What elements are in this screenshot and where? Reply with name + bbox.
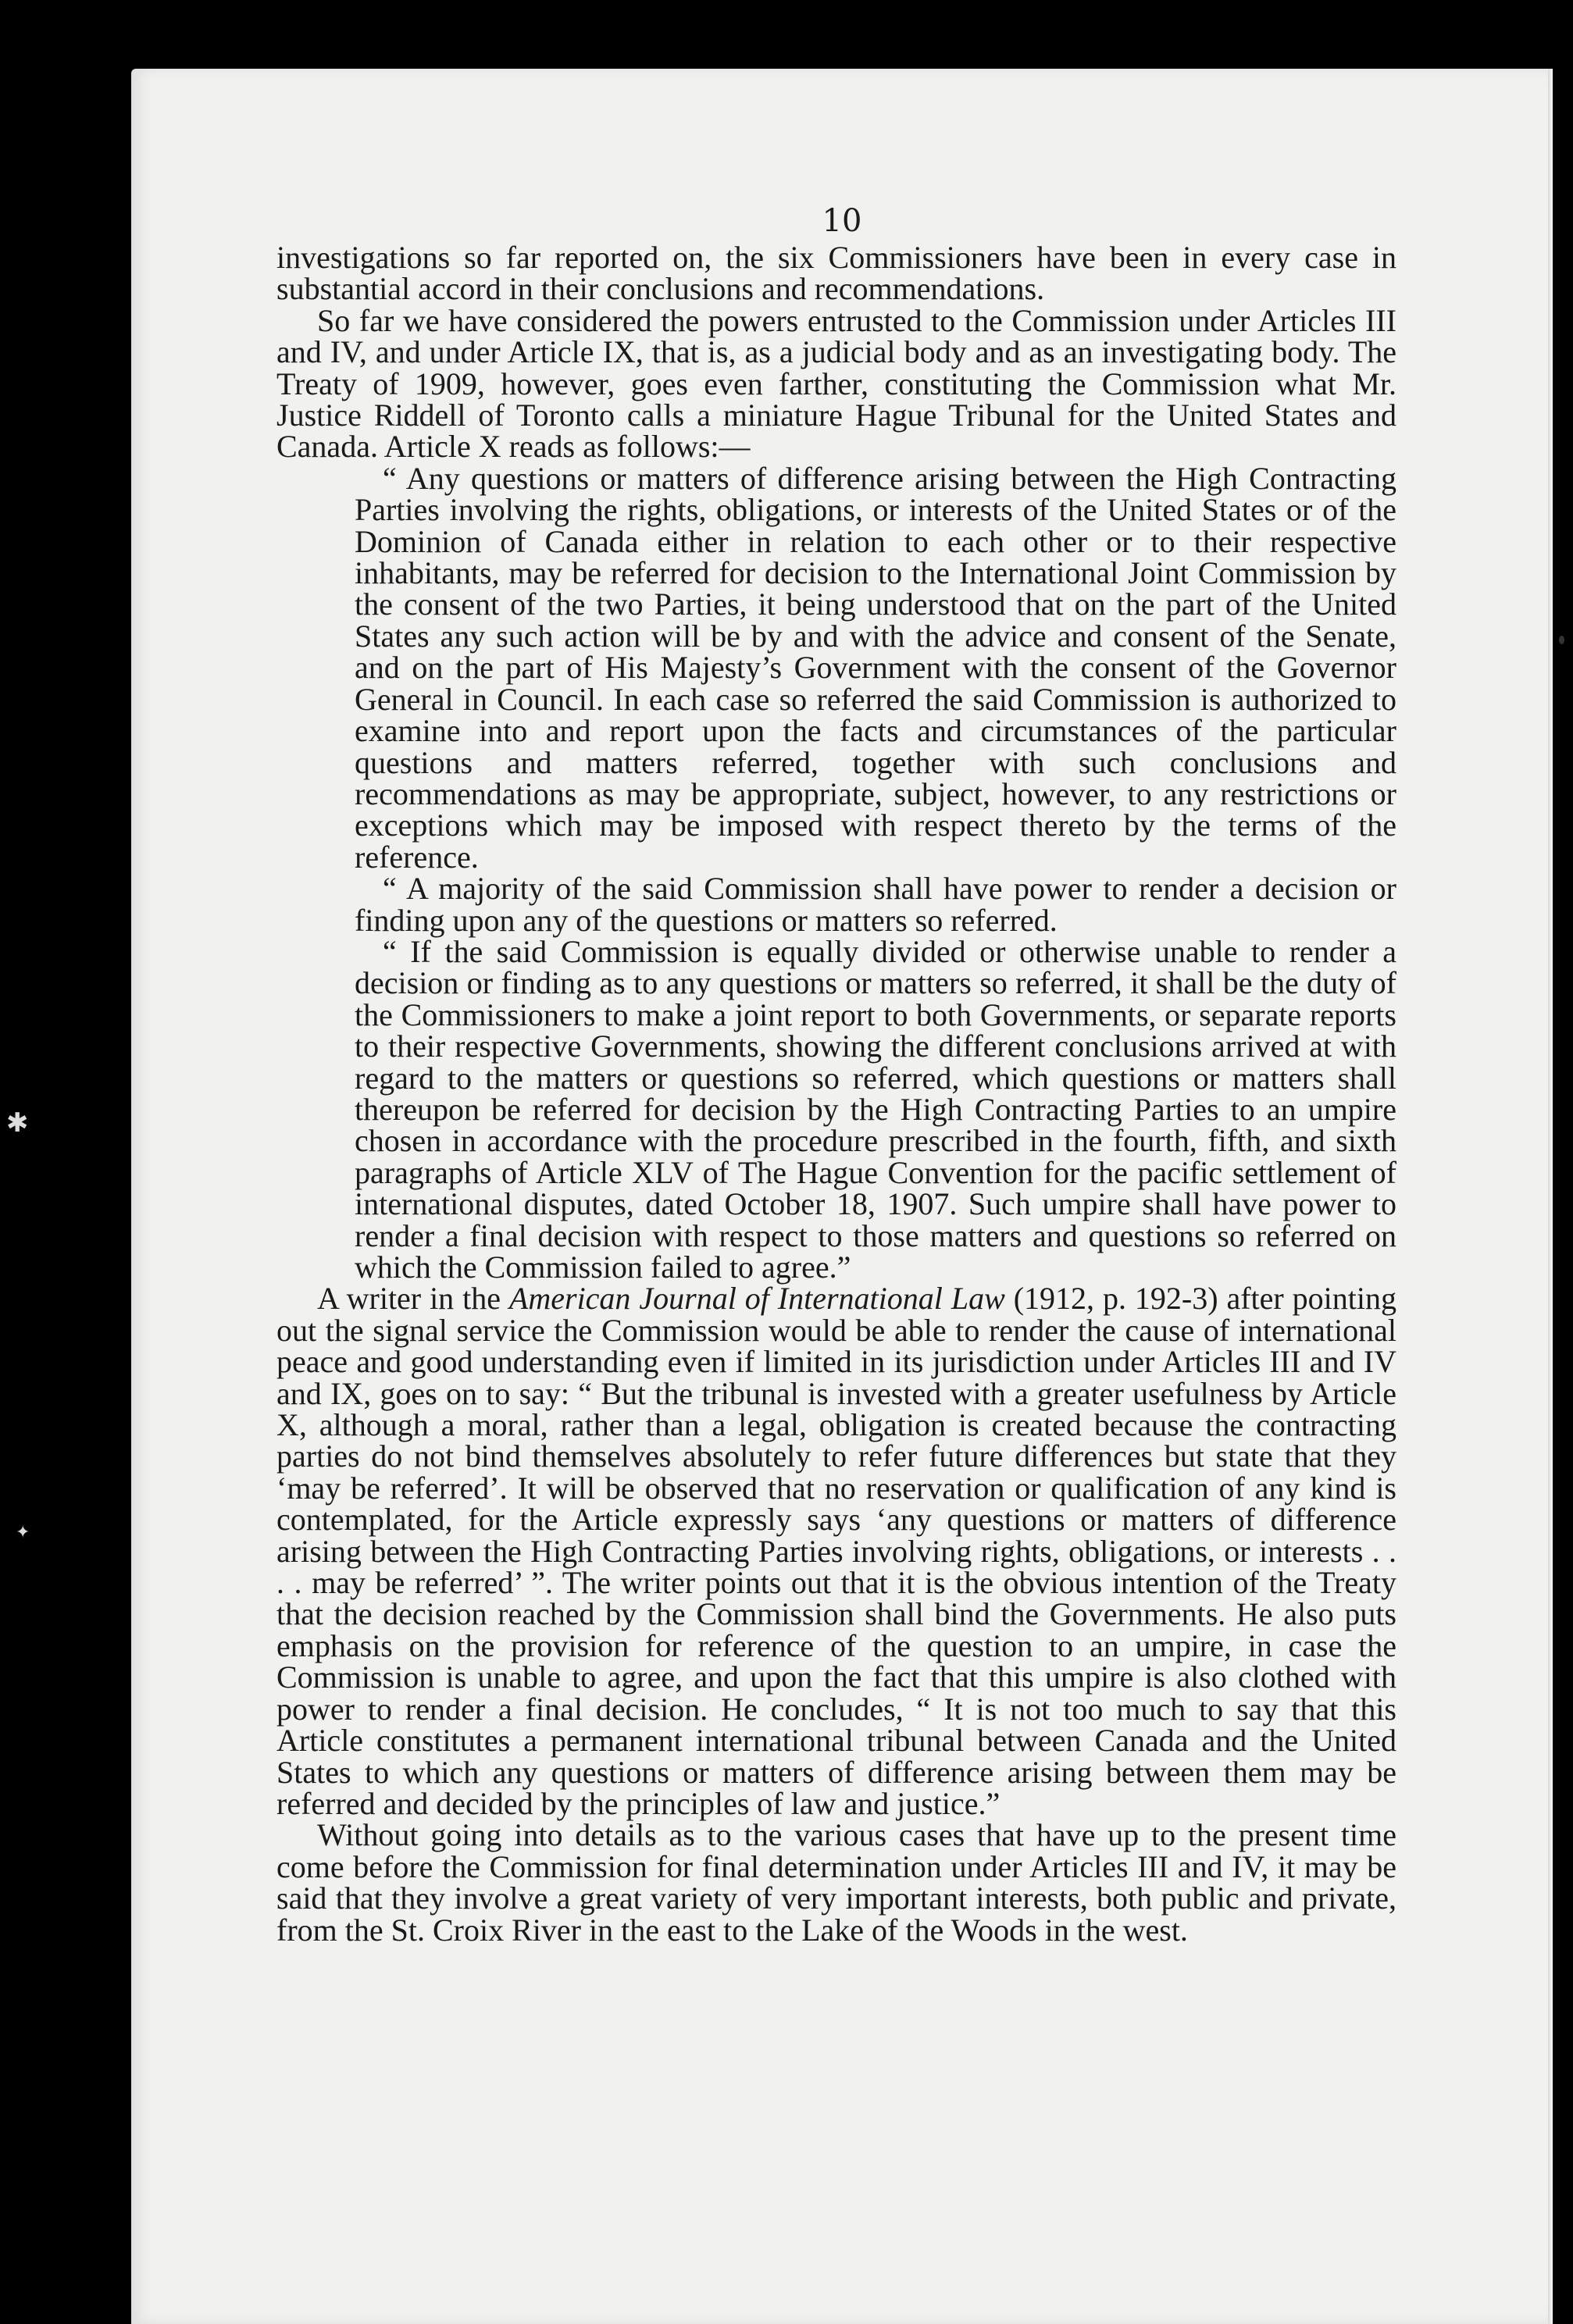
paragraph-powers: So far we have considered the powers entrusted to the Commission under Articles III and IV, and under Article IX, that is, as a judicial body and as an investigating body. The Treaty of 1909, however, goes even farther, constituting the Commission what Mr. Justice Riddell of Toronto calls a miniature Hague Tribunal for the United States and Canada. Article X reads as follows:— [276, 302, 1396, 465]
scan-speck [1559, 636, 1564, 644]
scan-dust-mark: ✦ [16, 1523, 30, 1542]
quote-paragraph-1: “ Any questions or matters of difference arising between the High Contracting Parties involving the rights, obligations, or interests of the United States or of the Dominion of Canada either in relation to each other or to their respective inhabitants, may be referred for decision to the International Joint Commission by the consent of the two Parties, it being understood that on the part of the United States any such action will be by and with the advice and consent of the Senate, and on the part of His Majesty’s Government with the consent of the Governor General in Council. In each case so referred the said Commission is authorized to examine into and report upon the facts and circumstances of the particular questions and matters referred, together with such conclusions and recommendations as may be appropriate, subject, however, to any restrictions or exceptions which may be imposed with respect thereto by the terms of the reference. [355, 460, 1396, 875]
paragraph-journal-writer [276, 1283, 1396, 1820]
scanned-page [131, 69, 1553, 2324]
page-edge [1548, 69, 1553, 2324]
paragraph-cases: Without going into details as to the various cases that have up to the present time come before the Commission for final determination under Articles III and IV, it may be said that they involve a great variety of very important interests, both public and private, from the St. Croix River in the east to the Lake of the Woods in the west. [276, 1817, 1396, 1948]
journal-title: American Journal of International Law [508, 1281, 1005, 1317]
page-number: 10 [822, 203, 862, 239]
scan-dust-mark: ✱ [6, 1107, 29, 1139]
paragraph-continuation: investigations so far reported on, the six Commissioners have been in every case in substantial accord in their conclusions and recommendations. [276, 240, 1396, 307]
article-x-quotation [355, 460, 1396, 1285]
quote-paragraph-2: “ A majority of the said Commission shall have power to render a decision or finding upon any of the questions or matters so referred. [355, 871, 1396, 938]
journal-discussion: (1912, p. 192-3) after pointing out the signal service the Commission would be able to render the cause of international peace and good understanding even if limited in its jurisdiction under Articles III and IV and IX, goes on to say: “ But the tribunal is invested with a greater usefulness by Article X, although a moral, rather than a legal, obligation is created because the contracting parties do not bind themselves absolutely to refer future differences but state that they ‘may be referred’. It will be observed that no reservation or qualification of any kind is contemplated, for the Article expressly says ‘any questions or matters of difference arising between the High Contracting Parties involving rights, obligations, or interests . . . . may be referred’ ”. The writer points out that it is the obvious intention of the Treaty that the decision reached by the Commission shall bind the Governments. He also puts emphasis on the provision for reference of the question to an umpire, in case the Commission is unable to agree, and upon the fact that this umpire is also clothed with power to render a final decision. He concludes, “ It is not too much to say that this Article constitutes a permanent international tribunal between Canada and the United States to which any questions or matters of difference arising between them may be referred and decided by the principles of law and justice.” [276, 1281, 1396, 1821]
body-text [276, 242, 1396, 1946]
quote-paragraph-3: “ If the said Commission is equally divided or otherwise unable to render a decision or finding as to any questions or matters so referred, it shall be the duty of the Commissioners to make a joint report to both Governments, or separate reports to their respective Governments, showing the different conclusions arrived at with regard to the matters or questions so referred, which questions or matters shall thereupon be referred for decision by the High Contracting Parties to an umpire chosen in accordance with the procedure prescribed in the fourth, fifth, and sixth paragraphs of Article XLV of The Hague Convention for the pacific settlement of international disputes, dated October 18, 1907. Such umpire shall have power to render a final decision with respect to those matters and questions so referred on which the Commission failed to agree.” [355, 933, 1396, 1285]
journal-intro: A writer in the [317, 1281, 509, 1317]
